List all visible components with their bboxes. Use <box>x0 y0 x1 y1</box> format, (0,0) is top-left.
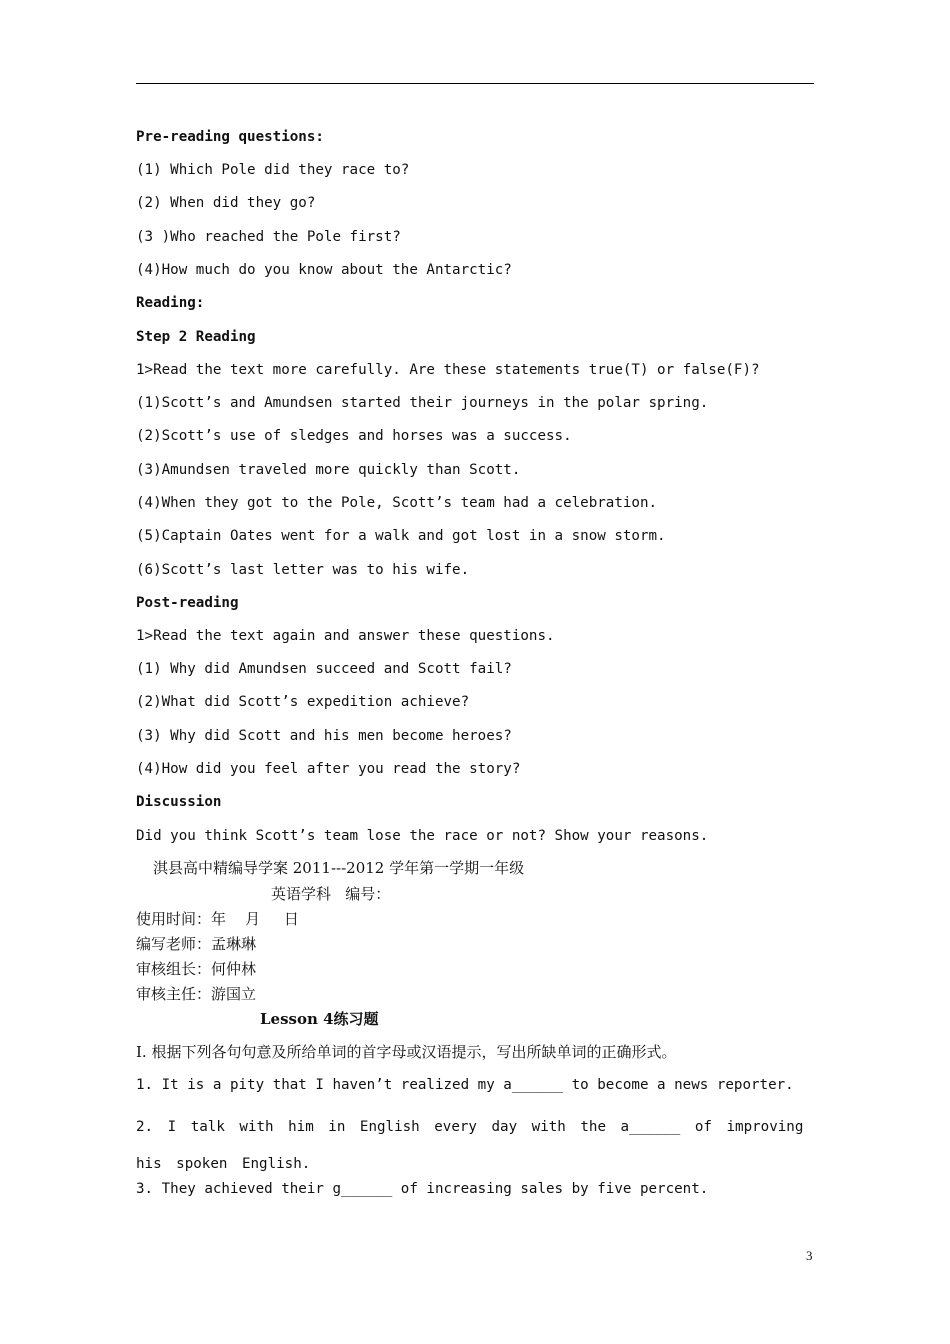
post-reading-instruction: 1>Read the text again and answer these questions. <box>136 628 555 644</box>
pre-reading-question-2: (2) When did they go? <box>136 195 316 211</box>
exercise-item-2: 2. I talk with him in English every day with the a______ of improving his spoken English. <box>136 1119 804 1172</box>
reviewer-line: 审核组长：何仲林 <box>136 960 257 978</box>
statement-4: (4)When they got to the Pole, Scott’s team had a celebration. <box>136 495 658 511</box>
post-reading-question-2: (2)What did Scott’s expedition achieve? <box>136 694 470 710</box>
exercise-instruction: I. 根据下列各句句意及所给单词的首字母或汉语提示，写出所缺单词的正确形式。 <box>136 1043 677 1061</box>
post-reading-question-3: (3) Why did Scott and his men become heroes? <box>136 728 512 744</box>
discussion-heading: Discussion <box>136 794 222 810</box>
pre-reading-question-3: (3 )Who reached the Pole first? <box>136 229 401 245</box>
post-reading-question-4: (4)How did you feel after you read the story? <box>136 761 521 777</box>
page-number: 3 <box>806 1248 813 1263</box>
header-rule <box>136 83 814 84</box>
exercise-item-3: 3. They achieved their g______ of increasing sales by five percent. <box>136 1181 709 1197</box>
discussion-text: Did you think Scott’s team lose the race or not? Show your reasons. <box>136 828 709 844</box>
post-reading-heading: Post-reading <box>136 595 239 611</box>
exercise-title: Lesson 4练习题 <box>260 1010 379 1028</box>
statement-6: (6)Scott’s last letter was to his wife. <box>136 562 470 578</box>
editor-line: 编写老师：孟琳琳 <box>136 935 257 953</box>
usage-time: 使用时间：年 月 日 <box>136 910 299 928</box>
statement-5: (5)Captain Oates went for a walk and got lost in a snow storm. <box>136 528 666 544</box>
true-false-instruction: 1>Read the text more carefully. Are these statements true(T) or false(F)? <box>136 362 760 378</box>
subject-line: 英语学科 编号： <box>271 885 391 903</box>
statement-2: (2)Scott’s use of sledges and horses was a success. <box>136 428 572 444</box>
school-header: 淇县高中精编导学案 2011---2012 学年第一学期一年级 <box>153 859 525 877</box>
step-2-heading: Step 2 Reading <box>136 329 256 345</box>
statement-3: (3)Amundsen traveled more quickly than Scott. <box>136 462 521 478</box>
statement-1: (1)Scott’s and Amundsen started their journeys in the polar spring. <box>136 395 709 411</box>
pre-reading-question-4: (4)How much do you know about the Antarctic? <box>136 262 512 278</box>
exercise-item-1: 1. It is a pity that I haven’t realized my a______ to become a news reporter. <box>136 1077 794 1093</box>
pre-reading-heading: Pre-reading questions: <box>136 129 324 145</box>
director-line: 审核主任：游国立 <box>136 985 257 1003</box>
post-reading-question-1: (1) Why did Amundsen succeed and Scott fail? <box>136 661 512 677</box>
pre-reading-question-1: (1) Which Pole did they race to? <box>136 162 410 178</box>
reading-heading: Reading: <box>136 295 205 311</box>
